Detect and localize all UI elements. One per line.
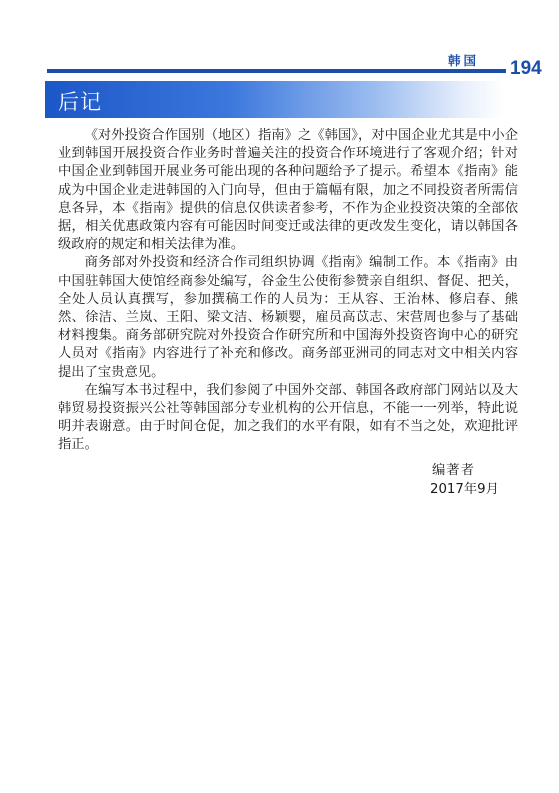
paragraph: 《对外投资合作国别（地区）指南》之《韩国》，对中国企业尤其是中小企业到韩国开展投资合作业务时普遍关注的投资合作环境进行了客观介绍；针对中国企业到韩国开展业务可能出现的各种问题给予了提示。希望本《指南》能成为中国企业走进韩国的入门向导，但由于篇幅有限，加之不同投资者所需信息各异，本《指南》提供的信息仅供读者参考，不作为企业投资决策的全部依据，相关优惠政策内容有可能因时间变迁或法律的更改发生变化，请以韩国各级政府的规定和相关法律为准。 [58, 128, 518, 253]
signature-author: 编著者 [432, 463, 475, 478]
signature-date: 2017年9月 [430, 482, 499, 497]
afterword-body [58, 127, 518, 455]
section-title-band [45, 81, 504, 118]
paragraph: 在编写本书过程中，我们参阅了中国外交部、韩国各政府部门网站以及大韩贸易投资振兴公社等韩国部分专业机构的公开信息，不能一一列举，特此说明并表谢意。由于时间仓促，加之我们的水平有限，如有不当之处，欢迎批评指正。 [58, 382, 518, 453]
section-title: 后记 [58, 90, 102, 114]
page-number: 194 [510, 58, 542, 79]
paragraph: 商务部对外投资和经济合作司组织协调《指南》编制工作。本《指南》由中国驻韩国大使馆经商参处编写，谷金生公使衔参赞亲自组织、督促、把关，全处人员认真撰写，参加撰稿工作的人员为：王从容、王治林、修启春、熊然、徐洁、兰岚、王阳、梁文洁、杨颖婴，雇员高苡志、宋营周也参与了基础材料搜集。商务部研究院对外投资合作研究所和中国海外投资咨询中心的研究人员对《指南》内容进行了补充和修改。商务部亚洲司的同志对文中相关内容提出了宝贵意见。 [58, 255, 518, 380]
header-country: 韩国 [448, 53, 480, 68]
header-rule [47, 69, 506, 73]
